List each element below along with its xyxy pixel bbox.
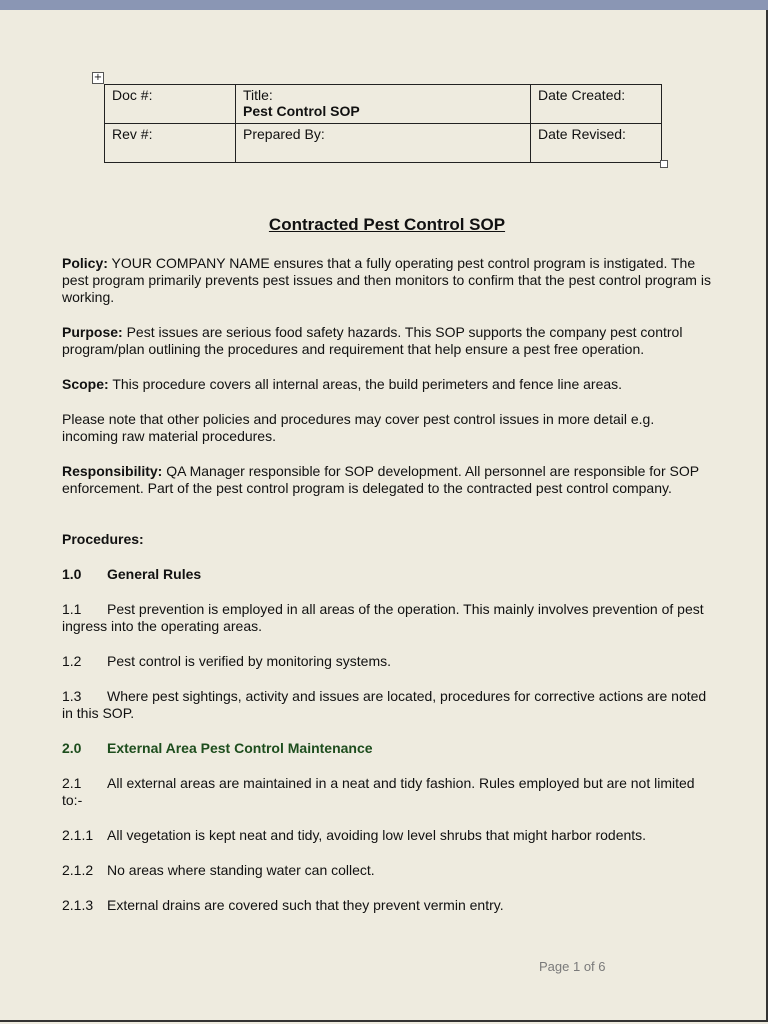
- item-text: No areas where standing water can collect.: [107, 862, 375, 878]
- item-text: Pest prevention is employed in all areas of the operation. This mainly involves prevention of pest ingress into the operating areas.: [62, 601, 704, 634]
- list-item: [62, 653, 712, 670]
- prepared-by-label: Prepared By:: [243, 126, 325, 142]
- item-number: 1.2: [62, 653, 82, 669]
- title-cell[interactable]: [236, 85, 531, 124]
- responsibility-text: QA Manager responsible for SOP development. All personnel are responsible for SOP enforcement. Part of the pest control program is delegated to the contracted pest control company.: [62, 463, 699, 496]
- document-title: Contracted Pest Control SOP: [268, 215, 506, 234]
- item-text: All vegetation is kept neat and tidy, avoiding low level shrubs that might harbor rodents.: [107, 827, 647, 843]
- purpose-paragraph: [62, 324, 712, 358]
- section-2-heading: [62, 740, 712, 757]
- doc-number-cell[interactable]: [105, 85, 236, 124]
- item-number: 2.1.1: [62, 827, 94, 843]
- window-top-bar: [0, 0, 768, 10]
- list-item: [62, 897, 712, 914]
- item-number: 1.1: [62, 601, 82, 617]
- list-item: [62, 688, 712, 722]
- item-number: 1.3: [62, 688, 82, 704]
- section-2-number: 2.0: [62, 740, 82, 756]
- date-created-cell[interactable]: [531, 85, 662, 124]
- policy-paragraph: [62, 255, 712, 306]
- item-number: 2.1.3: [62, 897, 94, 913]
- page-number: Page 1 of 6: [539, 959, 606, 974]
- item-text: External drains are covered such that they prevent vermin entry.: [107, 897, 504, 913]
- section-2-title: External Area Pest Control Maintenance: [107, 740, 373, 756]
- item-text: All external areas are maintained in a neat and tidy fashion. Rules employed but are not limited to:-: [62, 775, 695, 808]
- date-revised-cell[interactable]: [531, 124, 662, 163]
- list-item: [62, 601, 712, 635]
- note-paragraph: Please note that other policies and procedures may cover pest control issues in more detail e.g. incoming raw material procedures.: [62, 411, 655, 444]
- item-number: 2.1: [62, 775, 82, 791]
- list-item: [62, 827, 712, 844]
- section-1-title: General Rules: [107, 566, 202, 582]
- prepared-by-cell[interactable]: [236, 124, 531, 163]
- header-table: [104, 84, 662, 163]
- policy-label: Policy:: [62, 255, 108, 271]
- section-1-heading: [62, 566, 712, 583]
- resize-handle-icon[interactable]: [660, 160, 668, 168]
- responsibility-paragraph: [62, 463, 712, 497]
- rev-number-label: Rev #:: [112, 126, 153, 142]
- scope-label: Scope:: [62, 376, 109, 392]
- list-item: [62, 775, 712, 809]
- scope-paragraph: [62, 376, 712, 393]
- scope-text: This procedure covers all internal areas, the build perimeters and fence line areas.: [108, 376, 623, 392]
- date-revised-label: Date Revised:: [538, 126, 626, 142]
- document-body: [62, 215, 712, 932]
- responsibility-label: Responsibility:: [62, 463, 163, 479]
- list-item: [62, 862, 712, 879]
- section-1-number: 1.0: [62, 566, 82, 582]
- purpose-text: Pest issues are serious food safety hazards. This SOP supports the company pest control program/plan outlining the procedures and requirement that help ensure a pest free operation.: [62, 324, 683, 357]
- title-label: Title:: [243, 87, 273, 103]
- rev-number-cell[interactable]: [105, 124, 236, 163]
- procedures-heading: Procedures:: [62, 531, 144, 547]
- item-number: 2.1.2: [62, 862, 94, 878]
- doc-number-label: Doc #:: [112, 87, 153, 103]
- title-value: Pest Control SOP: [243, 103, 360, 119]
- purpose-label: Purpose:: [62, 324, 123, 340]
- policy-text: YOUR COMPANY NAME ensures that a fully operating pest control program is instigated. The pest program primarily prevents pest issues and then monitors to confirm that the pest control program is working.: [62, 255, 711, 305]
- date-created-label: Date Created:: [538, 87, 626, 103]
- item-text: Where pest sightings, activity and issues are located, procedures for corrective actions are noted in this SOP.: [62, 688, 707, 721]
- item-text: Pest control is verified by monitoring systems.: [107, 653, 391, 669]
- move-handle-icon[interactable]: +: [93, 72, 103, 83]
